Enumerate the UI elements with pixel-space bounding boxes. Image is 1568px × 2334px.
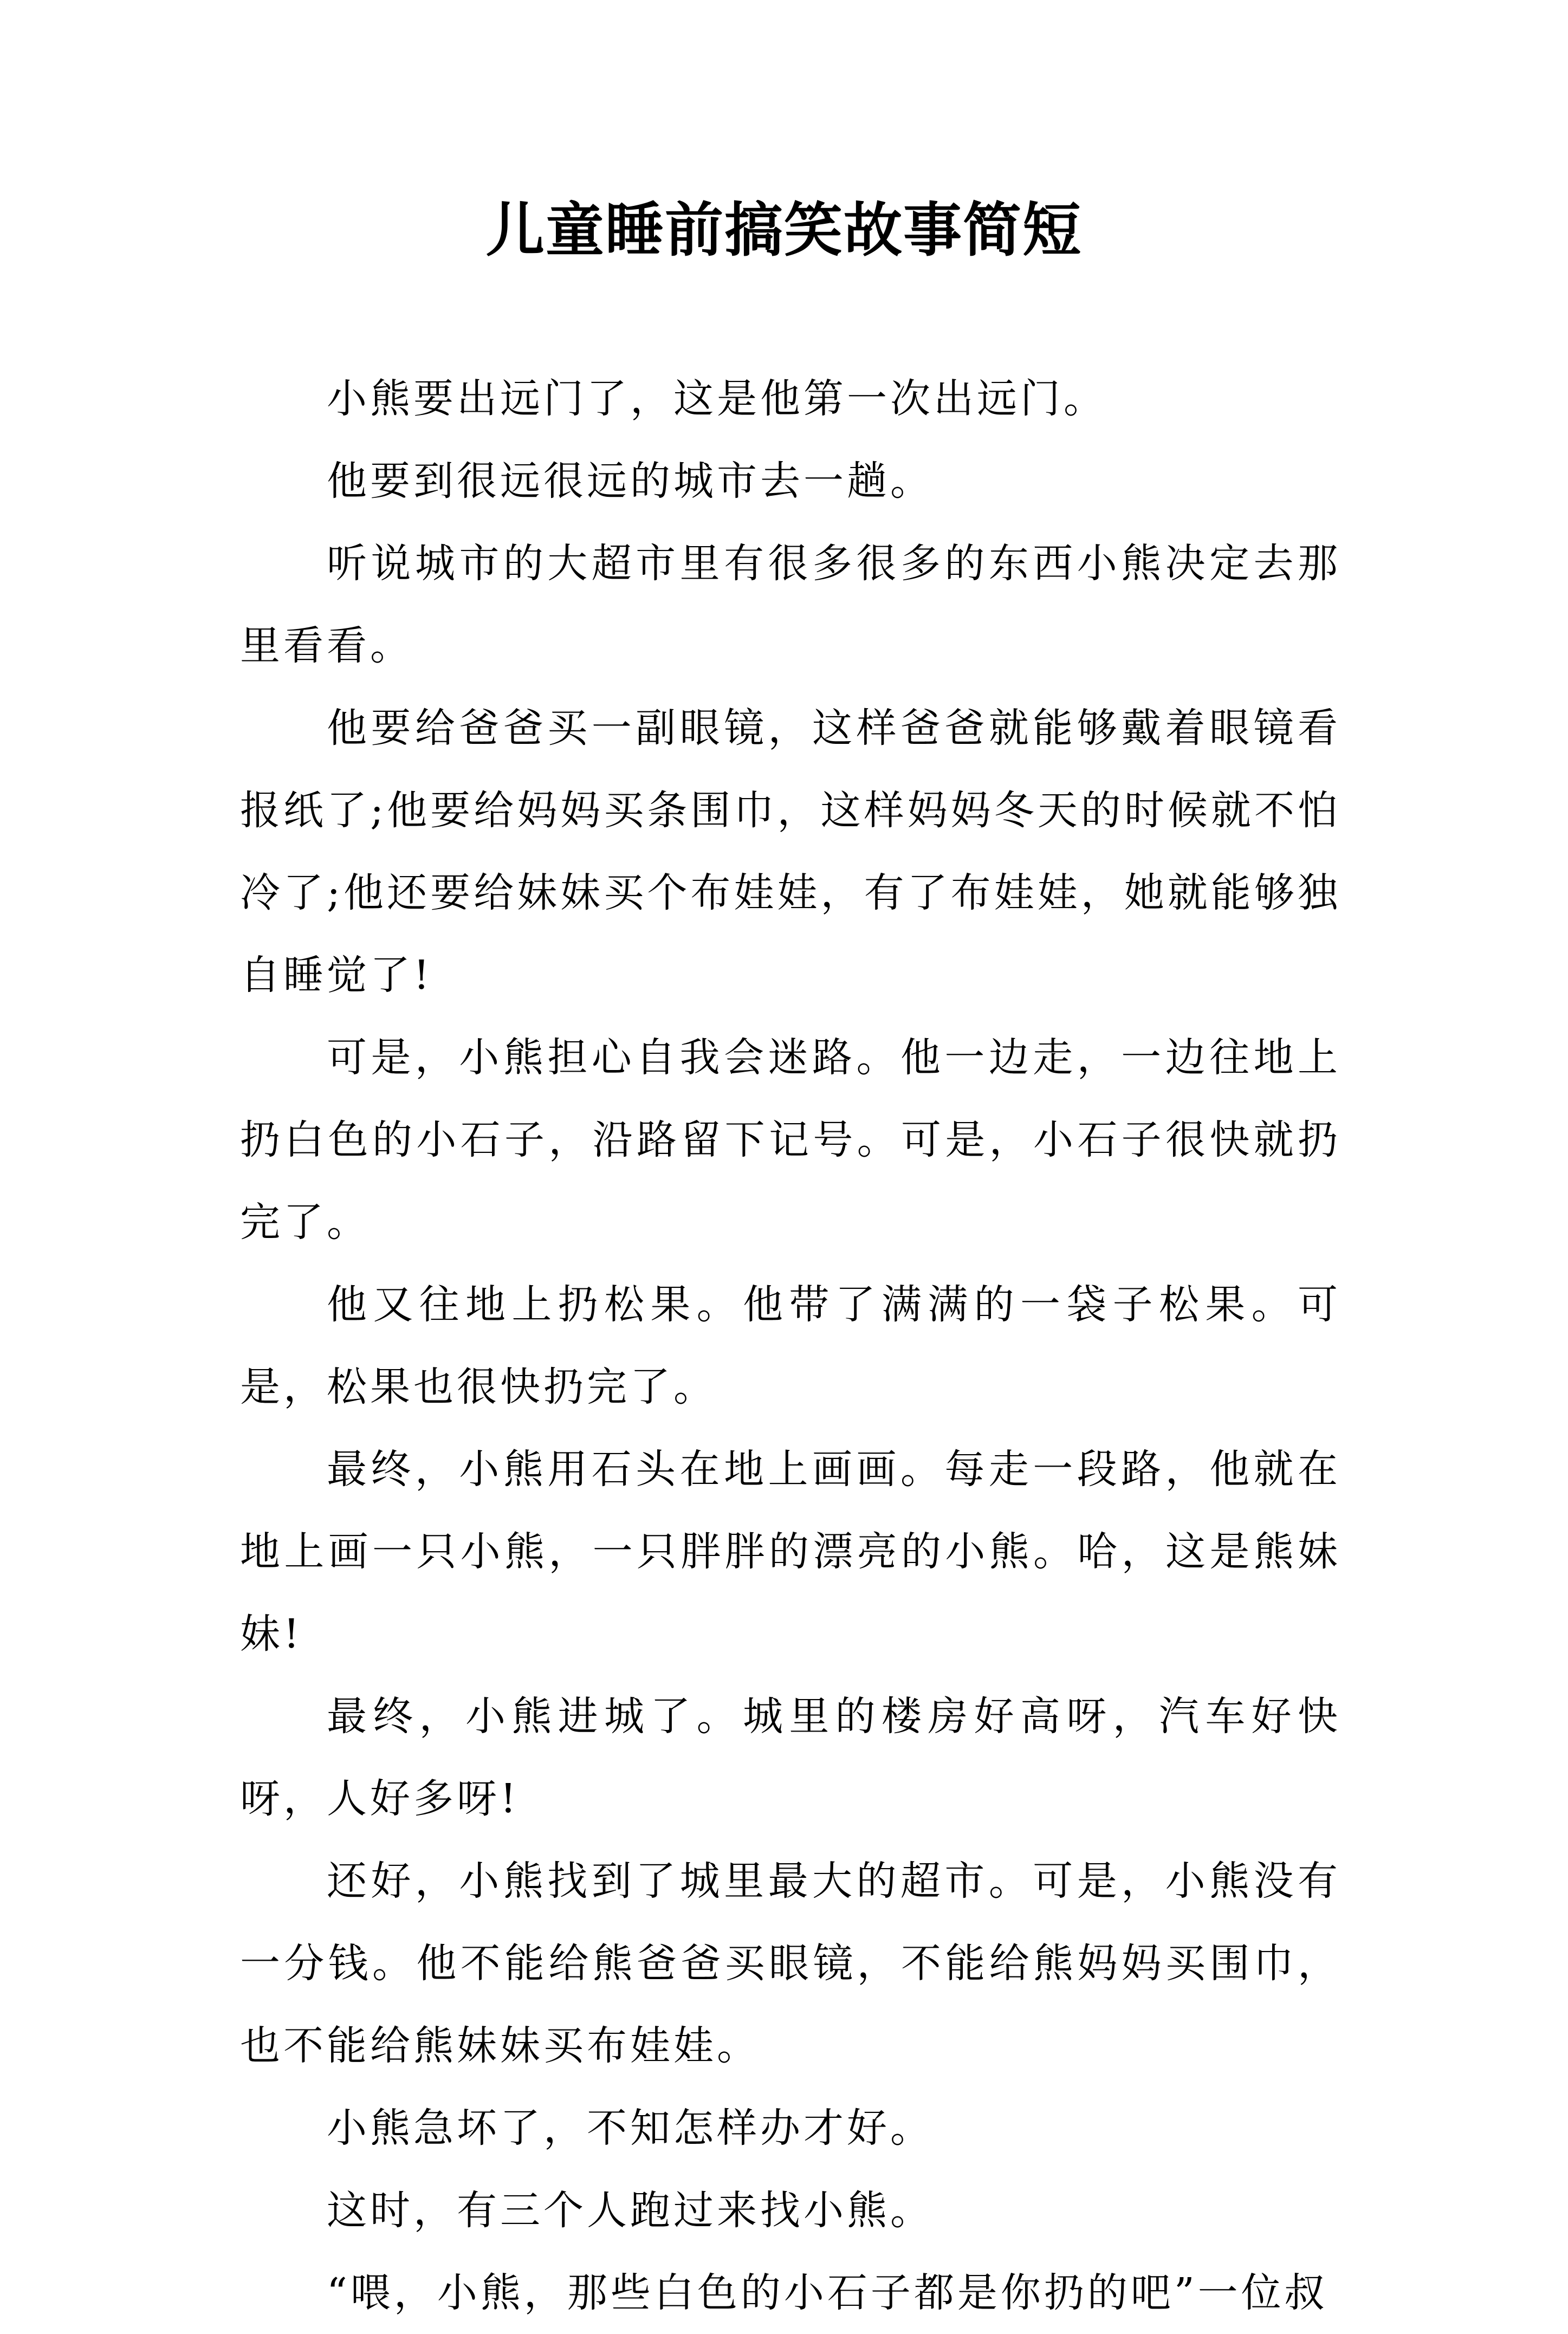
paragraph: 最终，小熊进城了。城里的楼房好高呀，汽车好快呀，人好多呀! bbox=[240, 1693, 1341, 1822]
paragraph: 最终，小熊用石头在地上画画。每走一段路，他就在地上画一只小熊，一只胖胖的漂亮的小熊。哈，这是熊妹妹! bbox=[240, 1446, 1341, 1657]
paragraph: 小熊急坏了，不知怎样办才好。 bbox=[327, 2105, 934, 2151]
paragraph: 这时，有三个人跑过来找小熊。 bbox=[327, 2187, 934, 2234]
paragraph: 听说城市的大超市里有很多很多的东西小熊决定去那里看看。 bbox=[240, 540, 1341, 669]
paragraph: 可是，小熊担心自我会迷路。他一边走，一边往地上扔白色的小石子，沿路留下记号。可是，小石子很快就扔完了。 bbox=[240, 1034, 1341, 1246]
paragraph: “喂，小熊，那些白色的小石子都是你扔的吧”一位叔 bbox=[327, 2270, 1328, 2316]
paragraph: 小熊要出远门了，这是他第一次出远门。 bbox=[327, 375, 1107, 422]
paragraph: 还好，小熊找到了城里最大的超市。可是，小熊没有一分钱。他不能给熊爸爸买眼镜，不能给熊妈妈买围巾，也不能给熊妹妹买布娃娃。 bbox=[240, 1858, 1341, 2069]
document-title: 儿童睡前搞笑故事简短 bbox=[485, 196, 1082, 264]
document-body bbox=[240, 358, 1341, 2334]
paragraph: 他要给爸爸买一副眼镜，这样爸爸就能够戴着眼镜看报纸了;他要给妈妈买条围巾，这样妈妈冬天的时候就不怕冷了;他还要给妹妹买个布娃娃，有了布娃娃，她就能够独自睡觉了! bbox=[240, 705, 1341, 999]
paragraph: 他要到很远很远的城市去一趟。 bbox=[327, 458, 934, 504]
paragraph: 他又往地上扔松果。他带了满满的一袋子松果。可是，松果也很快扔完了。 bbox=[240, 1281, 1341, 1410]
